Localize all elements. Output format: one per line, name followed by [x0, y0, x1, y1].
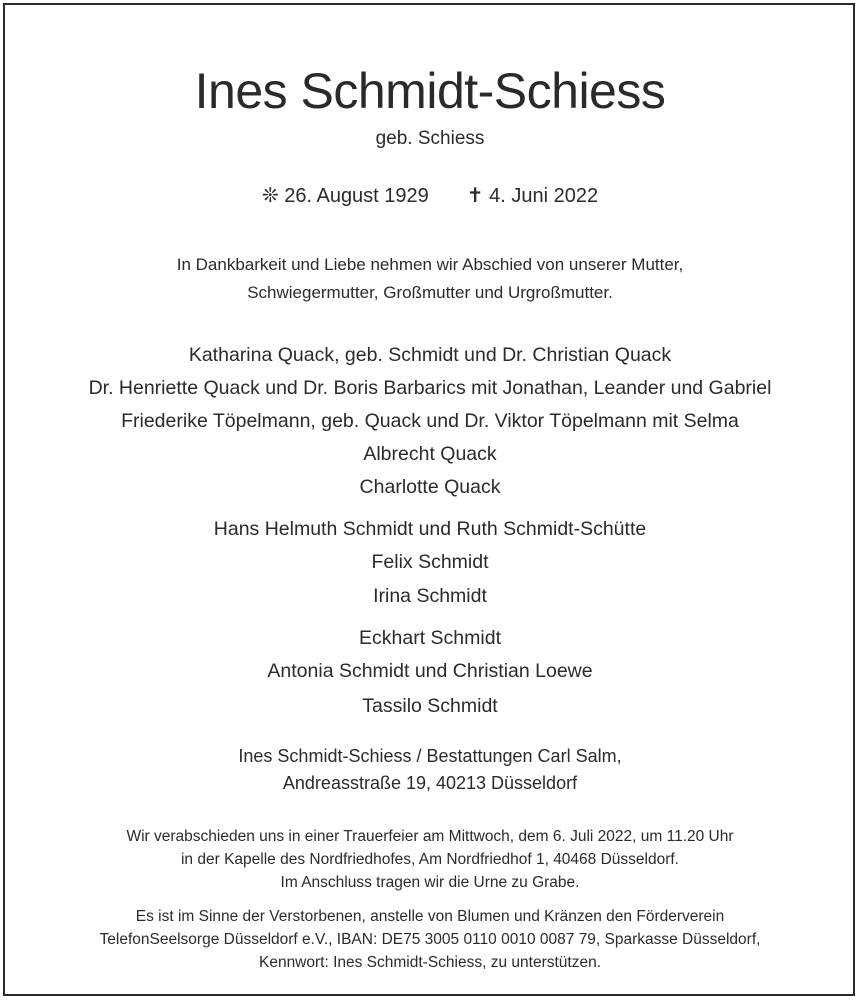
family-line: Charlotte Quack	[359, 476, 501, 498]
death-date: 4. Juni 2022	[489, 185, 599, 207]
family-line: Katharina Quack, geb. Schmidt und Dr. Christian Quack	[188, 344, 672, 366]
donation-line: TelefonSeelsorge Düsseldorf e.V., IBAN: DE75 3005 0110 0010 0087 79, Sparkasse Düsseldorf,	[99, 931, 761, 948]
family-line: Dr. Henriette Quack und Dr. Boris Barbarics mit Jonathan, Leander und Gabriel	[88, 377, 772, 399]
family-line: Friederike Töpelmann, geb. Quack und Dr. Viktor Töpelmann mit Selma	[121, 410, 739, 432]
family-line: Eckhart Schmidt	[359, 627, 501, 649]
life-dates	[0, 183, 860, 208]
family-line: Antonia Schmidt und Christian Loewe	[267, 660, 593, 682]
family-line: Hans Helmuth Schmidt und Ruth Schmidt-Schütte	[213, 518, 647, 540]
family-line: Albrecht Quack	[363, 443, 497, 465]
address-line: Andreasstraße 19, 40213 Düsseldorf	[282, 773, 578, 793]
notice-border	[3, 3, 855, 996]
family-line: Felix Schmidt	[371, 551, 489, 573]
ceremony-line: Wir verabschieden uns in einer Trauerfeier am Mittwoch, dem 6. Juli 2022, um 11.20 Uhr	[126, 828, 734, 845]
intro-line: Schwiegermutter, Großmutter und Urgroßmutter.	[247, 283, 613, 302]
donation-line: Es ist im Sinne der Verstorbenen, anstelle von Blumen und Kränzen den Förderverein	[135, 908, 725, 925]
star-icon: ❊	[261, 185, 279, 207]
family-line: Tassilo Schmidt	[362, 695, 498, 717]
birth-name: geb. Schiess	[375, 128, 485, 149]
ceremony-line: Im Anschluss tragen wir die Urne zu Grabe.	[280, 874, 580, 891]
intro-line: In Dankbarkeit und Liebe nehmen wir Abschied von unserer Mutter,	[176, 255, 684, 274]
deceased-name: Ines Schmidt-Schiess	[194, 63, 666, 119]
family-line: Irina Schmidt	[373, 585, 487, 607]
donation-line: Kennwort: Ines Schmidt-Schiess, zu unterstützen.	[258, 954, 602, 971]
ceremony-line: in der Kapelle des Nordfriedhofes, Am Nordfriedhof 1, 40468 Düsseldorf.	[180, 851, 679, 868]
cross-icon: ✝	[466, 185, 484, 207]
address-line: Ines Schmidt-Schiess / Bestattungen Carl Salm,	[238, 746, 622, 766]
birth-date: 26. August 1929	[284, 185, 429, 207]
